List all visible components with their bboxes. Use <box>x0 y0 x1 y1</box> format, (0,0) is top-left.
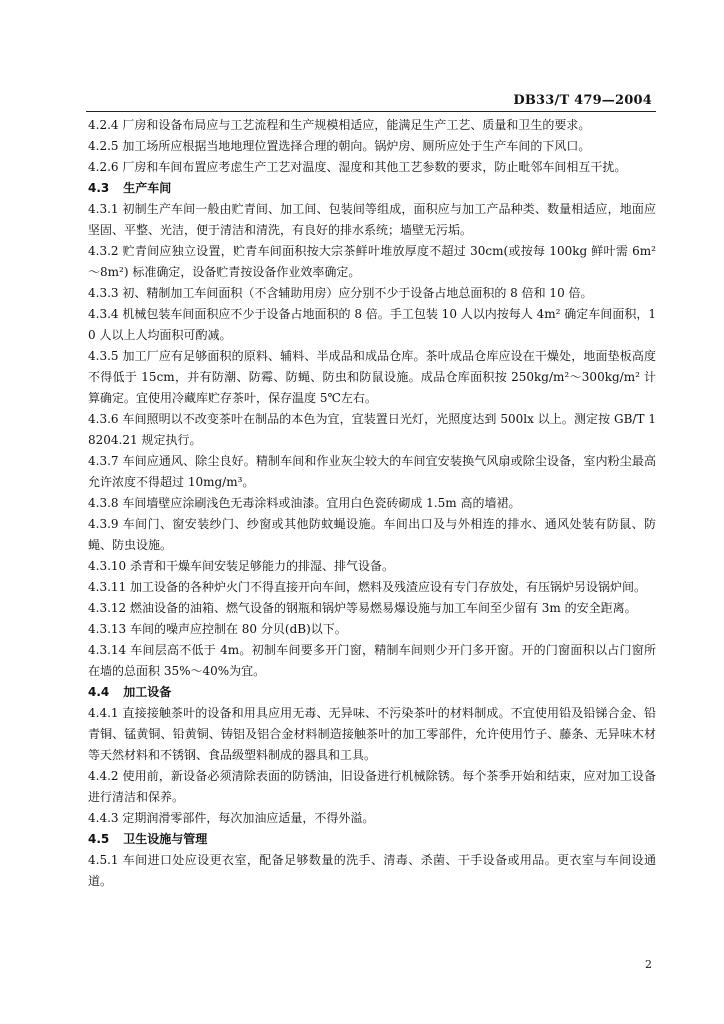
clause-4-3-2: 4.3.2 贮青间应独立设置，贮青车间面积按大宗茶鲜叶堆放厚度不超过 30cm(或按每 100kg 鲜叶需 6m²～8m²) 标准确定，设备贮青按设备作业效率确定。 <box>88 244 656 279</box>
clause-4-3-4: 4.3.4 机械包装车间面积应不少于设备占地面积的 8 倍。手工包装 10 人以内按每人 4m² 确定车间面积，10 人以上人均面积可酌减。 <box>88 307 656 342</box>
clause-4-5-1: 4.5.1 车间进口处应设更衣室，配备足够数量的洗手、清毒、杀菌、干手设备或用品。更衣室与车间设通道。 <box>88 853 656 888</box>
document-body <box>88 115 656 892</box>
clause-4-2-6: 4.2.6 厂房和车间布置应考虑生产工艺对温度、湿度和其他工艺参数的要求，防止毗邻车间相互干扰。 <box>88 160 627 174</box>
section-heading <box>88 178 656 199</box>
clause-4-4-3: 4.4.3 定期润滑零部件，每次加油应适量，不得外溢。 <box>88 811 375 825</box>
clause-4-3-11: 4.3.11 加工设备的各种炉火门不得直接开向车间，燃料及残渣应设有专门存放处，有压锅炉另设锅炉间。 <box>88 580 646 594</box>
clause-4-3-3: 4.3.3 初、精制加工车间面积（不含辅助用房）应分别不少于设备占地总面积的 8 倍和 10 倍。 <box>88 286 593 300</box>
clause-4-4-1: 4.4.1 直接接触茶叶的设备和用具应用无毒、无异味、不污染茶叶的材料制成。不宜使用铅及铅锑合金、铅青铜、锰黄铜、铅黄铜、铸铝及铝合金材料制造接触茶叶的加工零部件，允许使用竹子、藤条、无异味木材等天然材料和不锈钢、食品级塑料制成的器具和工具。 <box>88 706 656 762</box>
section-title: 卫生设施与管理 <box>123 832 208 846</box>
clause-4-3-9: 4.3.9 车间门、窗安装纱门、纱窗或其他防蚊蝇设施。车间出口及与外相连的排水、通风处装有防鼠、防蝇、防虫设施。 <box>88 517 656 552</box>
clause-4-3-1: 4.3.1 初制生产车间一般由贮青间、加工间、包装间等组成，面积应与加工产品种类、数量相适应，地面应坚固、平整、光洁，便于清洁和清洗，有良好的排水系统；墙壁无污垢。 <box>88 202 656 237</box>
section-4-4 <box>88 682 656 829</box>
section-title: 加工设备 <box>123 685 172 699</box>
clause-4-3-13: 4.3.13 车间的噪声应控制在 80 分贝(dB)以下。 <box>88 622 347 636</box>
clause-4-2-5: 4.2.5 加工场所应根据当地地理位置选择合理的朝向。锅炉房、厕所应处于生产车间的下风口。 <box>88 139 591 153</box>
clause-4-4-2: 4.4.2 使用前，新设备必须清除表面的防锈油，旧设备进行机械除锈。每个茶季开始和结束，应对加工设备进行清洁和保养。 <box>88 769 656 804</box>
document-code: DB33/T 479—2004 <box>513 93 652 108</box>
clause-4-3-14: 4.3.14 车间层高不低于 4m。初制车间要多开门窗，精制车间则少开门多开窗。开的门窗面积以占门窗所在墙的总面积 35%～40%为宜。 <box>88 643 656 678</box>
section-4-2-continued <box>88 115 656 178</box>
page-number: 2 <box>645 958 652 971</box>
clause-4-3-10: 4.3.10 杀青和干燥车间安装足够能力的排湿、排气设备。 <box>88 559 394 573</box>
clause-4-3-7: 4.3.7 车间应通风、除尘良好。精制车间和作业灰尘较大的车间宜安装换气风扇或除尘设备，室内粉尘最高允许浓度不得超过 10mg/m³。 <box>88 454 656 489</box>
section-heading <box>88 682 656 703</box>
section-4-3 <box>88 178 656 682</box>
clause-4-3-5: 4.3.5 加工厂应有足够面积的原料、辅料、半成品和成品仓库。茶叶成品仓库应设在干燥处，地面垫板高度不得低于 15cm，并有防潮、防霉、防蝇、防虫和防鼠设施。成品仓库面积按 250kg/m²～300kg/m² 计算确定。宜使用冷藏库贮存茶叶，保存温度 5℃左右。 <box>88 349 656 405</box>
header-rule <box>86 111 656 112</box>
section-number: 4.4 <box>88 685 110 699</box>
clause-4-3-8: 4.3.8 车间墙壁应涂刷浅色无毒涂料或油漆。宜用白色瓷砖砌成 1.5m 高的墙裙。 <box>88 496 521 510</box>
section-number: 4.5 <box>88 832 110 846</box>
clause-4-3-12: 4.3.12 燃油设备的油箱、燃气设备的钢瓶和锅炉等易燃易爆设施与加工车间至少留有 3m 的安全距离。 <box>88 601 637 615</box>
clause-4-2-4: 4.2.4 厂房和设备布局应与工艺流程和生产规模相适应，能满足生产工艺、质量和卫生的要求。 <box>88 118 591 132</box>
section-number: 4.3 <box>88 181 110 195</box>
section-4-5 <box>88 829 656 892</box>
section-heading <box>88 829 656 850</box>
clause-4-3-6: 4.3.6 车间照明以不改变茶叶在制品的本色为宜，宜装置日光灯，光照度达到 500lx 以上。测定按 GB/T 18204.21 规定执行。 <box>88 412 656 447</box>
section-title: 生产车间 <box>123 181 172 195</box>
